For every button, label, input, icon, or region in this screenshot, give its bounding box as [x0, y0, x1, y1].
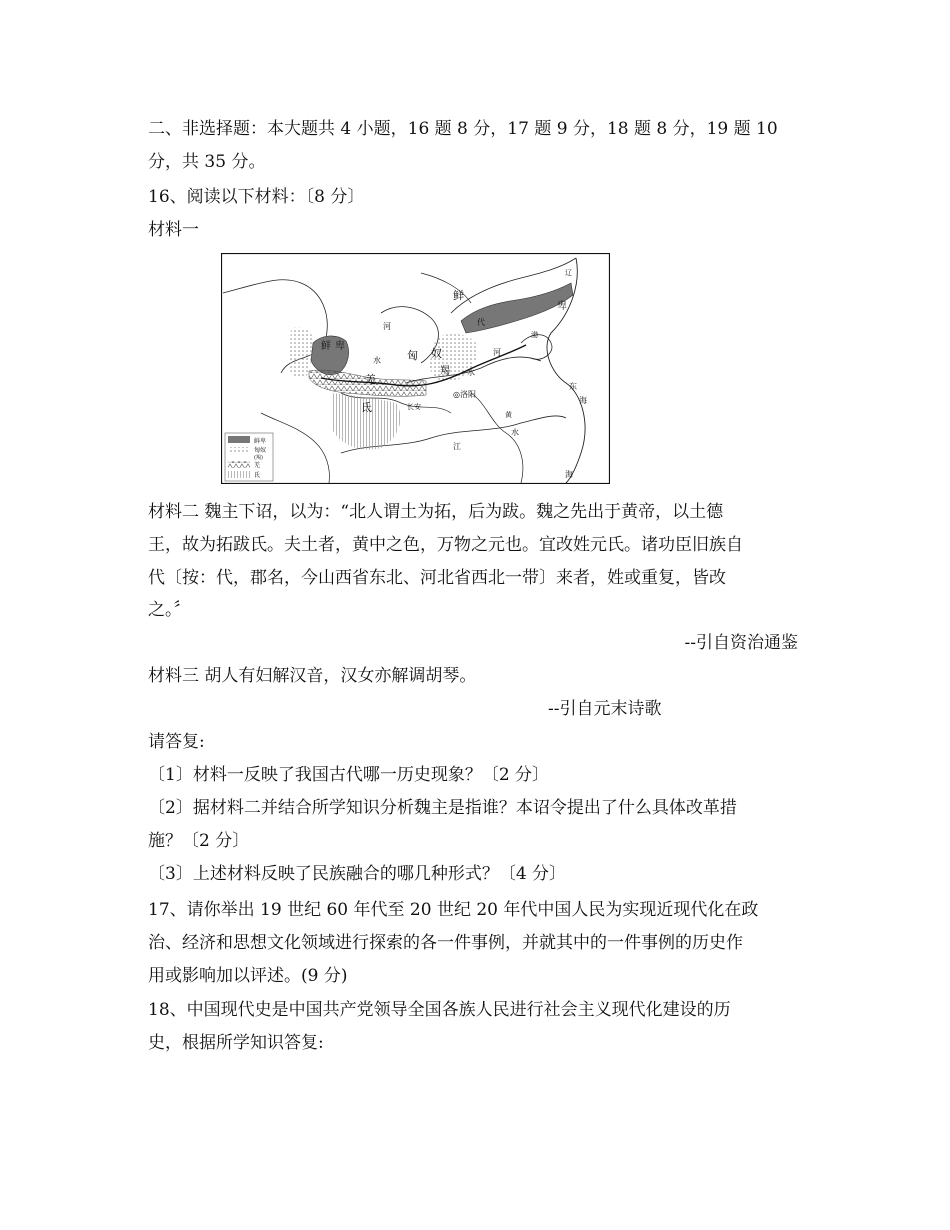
material2-line: 王，故为拓跋氏。夫土者，黄中之色，万物之元也。宜改姓元氏。诸功臣旧族自	[148, 535, 743, 555]
q16-subquestion: 〔2〕据材料二并结合所学知识分析魏主是指谁？本诏令提出了什么具体改革措	[148, 798, 737, 818]
map-legend	[225, 433, 273, 481]
map-figure	[221, 253, 610, 484]
material3-source: --引自元末诗歌	[548, 699, 662, 719]
material2-line: 代〔按：代，郡名，今山西省东北、河北省西北一带〕来者，姓或重复，皆改	[148, 568, 726, 588]
q18-line: 18、中国现代史是中国共产党领导全国各族人民进行社会主义现代化建设的历	[148, 1000, 731, 1020]
legend-label: 鲜卑	[254, 438, 267, 445]
material2-source: --引自资治通鉴	[684, 633, 798, 653]
map-label: 水	[511, 428, 519, 437]
map-label: 长安	[407, 403, 421, 411]
map-label: 羌	[365, 373, 376, 386]
legend-label: 匈奴	[254, 447, 267, 454]
map-label: 海	[565, 470, 573, 479]
map-label: 海	[579, 396, 587, 405]
map-label: 羯	[440, 366, 450, 377]
q16-title: 16、阅读以下材料：〔8 分〕	[148, 187, 365, 207]
map-label: 江	[453, 442, 461, 451]
map-label: 代	[477, 318, 485, 327]
section-heading-line2: 分，共 35 分。	[148, 152, 266, 172]
map-label: 卑	[557, 301, 567, 312]
map-label: 渤	[531, 331, 538, 339]
map-frame	[222, 254, 610, 484]
q17-line: 17、请你举出 19 世纪 60 年代至 20 世纪 20 年代中国人民为实现近现代化在政	[148, 900, 759, 920]
map-label: 鲜	[321, 341, 331, 352]
map-label: 匈	[407, 349, 418, 362]
section-heading-line1: 二、非选择题：本大题共 4 小题，16 题 8 分，17 题 9 分，18 题 8 分，19 题 10	[148, 119, 778, 139]
q18-line: 史，根据所学知识答复:	[148, 1033, 324, 1053]
historical-map	[221, 253, 610, 484]
map-label: 辽	[565, 269, 572, 277]
answer-prompt: 请答复:	[148, 732, 205, 752]
q17-line: 治、经济和思想文化领域进行探索的各一件事例，并就其中的一件事例的历史作	[148, 933, 743, 953]
material1-label: 材料一	[148, 220, 199, 240]
q16-subquestion: 施？〔2 分〕	[148, 831, 250, 851]
legend-label: 氐	[254, 472, 261, 479]
map-label: 水	[467, 368, 475, 377]
material2-line: 之。〞	[148, 600, 191, 620]
map-label: ◎洛阳	[453, 390, 476, 399]
map-label: 河	[493, 348, 501, 357]
material2-line: 材料二 魏主下诏，以为：“北人谓土为拓，后为跋。魏之先出于黄帝，以土德	[148, 502, 724, 522]
legend-swatch-xiongnu	[228, 447, 250, 454]
material3-text: 材料三 胡人有妇解汉音，汉女亦解调胡琴。	[148, 666, 477, 686]
map-label: 水	[373, 356, 381, 365]
q16-subquestion: 〔3〕上述材料反映了民族融合的哪几种形式？〔4 分〕	[148, 864, 567, 884]
legend-swatch-xianbei	[228, 436, 250, 443]
map-label: 奴	[431, 347, 442, 360]
legend-label: (羯)	[254, 455, 263, 461]
map-label: 鲜	[453, 289, 464, 302]
legend-swatch-di	[228, 471, 250, 478]
q17-line: 用或影响加以评述。(9 分)	[148, 966, 348, 986]
map-label: 东	[569, 382, 577, 391]
map-label: 黄	[505, 411, 512, 419]
map-label: 河	[383, 322, 391, 331]
map-label: 卑	[335, 341, 345, 352]
legend-swatch-qiang	[228, 461, 250, 468]
legend-label: 羌	[254, 462, 261, 469]
map-label: 氐	[361, 401, 372, 414]
q16-subquestion: 〔1〕材料一反映了我国古代哪一历史现象？〔2 分〕	[148, 765, 550, 785]
